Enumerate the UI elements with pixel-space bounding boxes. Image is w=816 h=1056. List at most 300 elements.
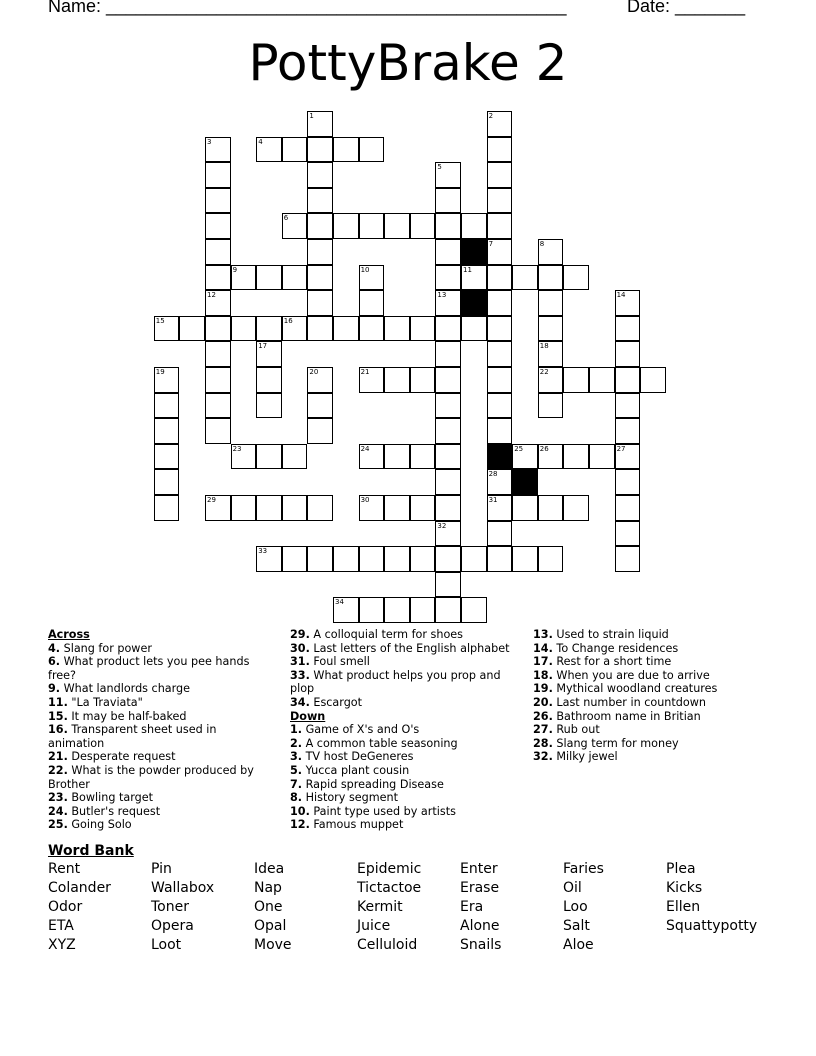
crossword-cell[interactable] [231,444,257,470]
crossword-cell[interactable] [384,213,410,239]
crossword-cell[interactable] [282,316,308,342]
crossword-cell[interactable] [615,290,641,316]
crossword-cell[interactable] [205,341,231,367]
clue-text: Game of X's and O's [302,723,420,737]
down-clue [290,737,520,751]
clue-number: 32. [533,750,553,764]
crossword-cell[interactable] [435,341,461,367]
down-clue [290,778,520,792]
crossword-cell[interactable] [307,290,333,316]
crossword-cell[interactable] [384,546,410,572]
clue-text: Bathroom name in Britian [552,709,701,723]
word-bank-word: Epidemic [357,861,422,877]
clue-number: 12. [290,818,310,832]
crossword-cell[interactable] [563,265,589,291]
crossword-cell[interactable] [256,316,282,342]
crossword-cell[interactable] [615,316,641,342]
down-clue [533,710,783,724]
crossword-cell[interactable] [231,495,257,521]
word-bank-word: Celluloid [357,937,418,953]
crossword-cell[interactable] [307,495,333,521]
clue-number: 17 [258,342,268,351]
down-clue [533,737,783,751]
clue-number: 10. [290,804,310,818]
crossword-cell[interactable] [282,137,308,163]
crossword-cell[interactable] [384,495,410,521]
crossword-cell[interactable] [333,546,359,572]
crossword-cell[interactable] [205,418,231,444]
crossword-cell[interactable] [359,316,385,342]
crossword-cell[interactable] [154,469,180,495]
crossword-cell[interactable] [538,239,564,265]
clue-number: 21. [48,750,68,764]
clue-number: 9 [232,265,238,274]
word-bank-word: Enter [460,861,498,877]
clue-number: 7. [290,777,303,791]
crossword-cell[interactable] [615,418,641,444]
clue-text: Rub out [552,723,600,737]
clue-number: 13 [437,291,447,300]
crossword-cell[interactable] [154,495,180,521]
down-clue [533,682,783,696]
crossword-cell[interactable] [615,469,641,495]
crossword-cell[interactable] [487,418,513,444]
crossword-cell[interactable] [282,213,308,239]
word-bank-word: Ellen [666,899,701,915]
crossword-cell[interactable] [256,546,282,572]
crossword-cell[interactable] [435,213,461,239]
crossword-cell[interactable] [589,444,615,470]
crossword-cell[interactable] [256,265,282,291]
crossword-cell[interactable] [461,546,487,572]
down-clue [290,750,520,764]
clue-number: 28 [488,470,498,479]
crossword-cell[interactable] [307,162,333,188]
crossword-cell[interactable] [435,316,461,342]
crossword-cell[interactable] [307,137,333,163]
clue-number: 26. [533,709,553,723]
crossword-cell[interactable] [307,546,333,572]
crossword-block [512,469,538,495]
crossword-cell[interactable] [435,239,461,265]
crossword-cell[interactable] [307,265,333,291]
crossword-cell[interactable] [205,316,231,342]
crossword-cell[interactable] [487,495,513,521]
crossword-cell[interactable] [435,521,461,547]
down-clue [290,723,520,737]
crossword-block [487,444,513,470]
word-bank-word: Colander [48,880,111,896]
crossword-cell[interactable] [615,341,641,367]
date-field[interactable]: Date: _______ [627,0,746,16]
word-bank-word: Opal [254,918,287,934]
word-bank-word: Pin [151,861,172,877]
clues-col-3 [533,628,783,764]
crossword-cell[interactable] [640,367,666,393]
crossword-cell[interactable] [461,213,487,239]
crossword-cell[interactable] [435,290,461,316]
clue-number: 22 [539,368,549,376]
crossword-cell[interactable] [231,316,257,342]
clue-number: 16 [283,316,293,325]
crossword-cell[interactable] [256,137,282,163]
down-clue [533,655,783,669]
crossword-cell[interactable] [307,418,333,444]
crossword-cell[interactable] [410,213,436,239]
crossword-cell[interactable] [435,418,461,444]
crossword-cell[interactable] [538,341,564,367]
across-clue [48,642,273,656]
clue-number: 33 [258,547,268,556]
crossword-cell[interactable] [307,367,333,393]
crossword-cell[interactable] [615,546,641,572]
clue-number: 30. [290,641,310,655]
crossword-cell[interactable] [487,188,513,214]
crossword-cell[interactable] [435,495,461,521]
clue-text: Bowling target [67,791,154,805]
clue-number: 34. [290,695,310,709]
word-bank-heading: Word Bank [48,843,134,859]
clue-number: 29 [207,496,216,504]
crossword-cell[interactable] [307,213,333,239]
clue-text: It may be half-baked [67,709,187,723]
clue-text: A colloquial term for shoes [309,628,464,641]
across-heading: Across [48,628,90,641]
clue-text: Escargot [309,695,363,709]
crossword-cell[interactable] [333,597,359,623]
clue-number: 19 [155,368,165,376]
word-bank-word: Aloe [563,937,594,953]
crossword-cell[interactable] [410,316,436,342]
down-clue [533,669,783,683]
word-bank-word: ETA [48,918,74,934]
crossword-cell[interactable] [410,597,436,623]
clue-text: Going Solo [67,818,132,832]
across-clue [48,750,273,764]
down-clue [533,723,783,737]
clue-number: 5. [290,763,303,777]
down-clue [290,805,520,819]
crossword-cell[interactable] [359,495,385,521]
crossword-cell[interactable] [435,469,461,495]
clue-number: 30 [360,496,370,504]
across-clue [48,818,273,832]
clue-number: 13. [533,628,553,641]
crossword-cell[interactable] [256,393,282,419]
crossword-cell[interactable] [487,367,513,393]
crossword-cell[interactable] [538,546,564,572]
word-bank-word: Move [254,937,292,953]
crossword-cell[interactable] [384,597,410,623]
crossword-cell[interactable] [435,162,461,188]
clue-number: 1. [290,723,303,737]
crossword-cell[interactable] [359,290,385,316]
crossword-cell[interactable] [435,444,461,470]
crossword-cell[interactable] [538,367,564,393]
crossword-cell[interactable] [435,546,461,572]
crossword-cell[interactable] [461,265,487,291]
down-heading: Down [290,709,326,723]
clue-text: A common table seasoning [302,736,458,750]
crossword-cell[interactable] [410,495,436,521]
crossword-cell[interactable] [487,546,513,572]
crossword-cell[interactable] [205,393,231,419]
crossword-cell[interactable] [538,316,564,342]
down-clue [533,628,783,642]
clue-number: 20. [533,695,553,709]
crossword-cell[interactable] [538,393,564,419]
name-field[interactable]: Name: ______________________________________________ [48,0,567,16]
word-bank-word: Juice [357,918,391,934]
crossword-cell[interactable] [205,137,231,163]
crossword-cell[interactable] [307,393,333,419]
word-bank-word: Kermit [357,899,403,915]
clue-text: History segment [302,791,399,805]
crossword-cell[interactable] [461,597,487,623]
clue-number: 5 [437,163,442,172]
crossword-cell[interactable] [359,213,385,239]
clue-number: 32 [437,521,447,530]
crossword-cell[interactable] [205,188,231,214]
crossword-cell[interactable] [615,521,641,547]
crossword-cell[interactable] [435,393,461,419]
across-clue [290,696,520,710]
crossword-cell[interactable] [538,265,564,291]
crossword-cell[interactable] [256,341,282,367]
crossword-cell[interactable] [307,316,333,342]
word-bank-word: Alone [460,918,500,934]
word-bank-word: Toner [151,899,189,915]
clue-number: 33. [290,668,310,682]
clue-number: 29. [290,628,310,641]
crossword-cell[interactable] [615,444,641,470]
crossword-cell[interactable] [512,265,538,291]
crossword-cell[interactable] [563,444,589,470]
clue-number: 19. [533,682,553,696]
crossword-cell[interactable] [205,290,231,316]
crossword-cell[interactable] [435,572,461,598]
clue-text: What landlords charge [60,682,191,696]
crossword-cell[interactable] [359,546,385,572]
crossword-cell[interactable] [435,188,461,214]
crossword-cell[interactable] [615,495,641,521]
clue-number: 26 [539,444,549,453]
word-bank-word: Opera [151,918,194,934]
clue-number: 27. [533,723,553,737]
clue-text: Mythical woodland creatures [552,682,718,696]
crossword-cell[interactable] [231,265,257,291]
crossword-cell[interactable] [563,495,589,521]
crossword-cell[interactable] [487,111,513,137]
clue-number: 11. [48,695,68,709]
across-clue [48,764,273,791]
word-bank-word: XYZ [48,937,76,953]
clue-number: 8 [539,240,545,248]
across-clue [290,669,520,696]
clue-number: 23 [232,444,242,453]
crossword-cell[interactable] [487,213,513,239]
clue-number: 14 [616,291,626,300]
clue-number: 16. [48,723,68,737]
crossword-cell[interactable] [282,546,308,572]
clue-text: When you are due to arrive [552,668,710,682]
crossword-cell[interactable] [487,393,513,419]
crossword-cell[interactable] [359,597,385,623]
crossword-cell[interactable] [461,316,487,342]
word-bank-word: One [254,899,283,915]
clue-number: 12 [207,291,216,300]
crossword-cell[interactable] [154,418,180,444]
clue-text: Slang for power [60,641,152,655]
crossword-cell[interactable] [410,444,436,470]
page-title: PottyBrake 2 [248,34,568,92]
clue-number: 6. [48,655,61,669]
crossword-cell[interactable] [384,316,410,342]
clue-text: Transparent sheet used in animation [48,723,217,750]
clue-text: Foul smell [309,655,370,669]
crossword-cell[interactable] [487,290,513,316]
crossword-block [461,239,487,265]
across-clue [290,642,520,656]
clue-number: 15 [155,316,165,325]
clue-number: 4. [48,641,61,655]
crossword-cell[interactable] [512,495,538,521]
clue-text: Desperate request [67,750,176,764]
crossword-cell[interactable] [589,367,615,393]
crossword-cell[interactable] [435,367,461,393]
clue-number: 17. [533,655,553,669]
across-clue [48,791,273,805]
clue-number: 23. [48,791,68,805]
clue-number: 9. [48,682,61,696]
crossword-cell[interactable] [154,367,180,393]
crossword-cell[interactable] [359,137,385,163]
across-clue [290,628,520,642]
crossword-cell[interactable] [359,367,385,393]
clue-number: 3. [290,750,303,764]
crossword-cell[interactable] [154,444,180,470]
across-clue [290,655,520,669]
crossword-cell[interactable] [512,546,538,572]
clue-number: 31 [488,496,498,504]
crossword-cell[interactable] [205,367,231,393]
word-bank-word: Plea [666,861,696,877]
clue-number: 15. [48,709,68,723]
crossword-cell[interactable] [282,495,308,521]
crossword-cell[interactable] [179,316,205,342]
word-bank-word: Era [460,899,484,915]
crossword-cell[interactable] [615,393,641,419]
crossword-cell[interactable] [256,495,282,521]
crossword-cell[interactable] [538,495,564,521]
clue-text: Famous muppet [309,818,404,832]
crossword-cell[interactable] [487,469,513,495]
crossword-cell[interactable] [384,444,410,470]
crossword-cell[interactable] [205,265,231,291]
down-clue [290,791,520,805]
clue-text: What product lets you pee hands free? [48,655,250,682]
crossword-cell[interactable] [205,162,231,188]
word-bank-word: Oil [563,880,582,896]
crossword-cell[interactable] [487,162,513,188]
clue-text: TV host DeGeneres [302,750,414,764]
crossword-cell[interactable] [538,290,564,316]
across-clue [48,696,273,710]
word-bank-word: Salt [563,918,590,934]
crossword-cell[interactable] [205,213,231,239]
clue-text: Rapid spreading Disease [302,777,444,791]
crossword-cell[interactable] [256,367,282,393]
clue-number: 1 [309,112,314,120]
clue-number: 21 [360,368,370,376]
crossword-cell[interactable] [487,265,513,291]
word-bank-word: Rent [48,861,81,877]
crossword-cell[interactable] [410,546,436,572]
crossword-cell[interactable] [512,444,538,470]
crossword-cell[interactable] [154,316,180,342]
crossword-cell[interactable] [333,137,359,163]
crossword-cell[interactable] [307,239,333,265]
crossword-cell[interactable] [359,444,385,470]
clue-text: Milky jewel [552,750,618,764]
crossword-cell[interactable] [487,316,513,342]
down-clue [290,818,520,832]
crossword-cell[interactable] [435,597,461,623]
crossword-cell[interactable] [359,265,385,291]
crossword-cell[interactable] [282,444,308,470]
crossword-cell[interactable] [384,367,410,393]
clue-number: 27 [616,444,626,453]
crossword-cell[interactable] [487,137,513,163]
crossword-cell[interactable] [538,444,564,470]
word-bank-word: Idea [254,861,285,877]
crossword-cell[interactable] [154,393,180,419]
crossword-cell[interactable] [435,265,461,291]
word-bank [48,843,788,961]
clue-number: 14. [533,641,553,655]
down-clue [533,642,783,656]
clue-text: Used to strain liquid [552,628,669,641]
word-bank-word: Squattypotty [666,918,758,934]
clue-number: 2. [290,736,303,750]
crossword-cell[interactable] [487,521,513,547]
clue-text: Butler's request [67,804,161,818]
down-clue [290,764,520,778]
crossword-cell[interactable] [487,239,513,265]
clue-number: 7 [488,240,494,248]
word-bank-word: Nap [254,880,282,896]
crossword-cell[interactable] [333,316,359,342]
crossword-cell[interactable] [205,495,231,521]
word-bank-word: Odor [48,899,83,915]
crossword-cell[interactable] [410,367,436,393]
down-clue [533,696,783,710]
crossword-cell[interactable] [487,341,513,367]
word-bank-word: Loot [151,937,182,953]
crossword-cell[interactable] [256,444,282,470]
clue-text: To Change residences [552,641,679,655]
across-clue [48,805,273,819]
crossword-cell[interactable] [615,367,641,393]
crossword-cell[interactable] [307,111,333,137]
crossword-cell[interactable] [307,188,333,214]
clue-text: Rest for a short time [552,655,672,669]
crossword-cell[interactable] [205,239,231,265]
clue-number: 22. [48,763,68,777]
crossword-cell[interactable] [333,213,359,239]
crossword-cell[interactable] [563,367,589,393]
crossword-cell[interactable] [282,265,308,291]
